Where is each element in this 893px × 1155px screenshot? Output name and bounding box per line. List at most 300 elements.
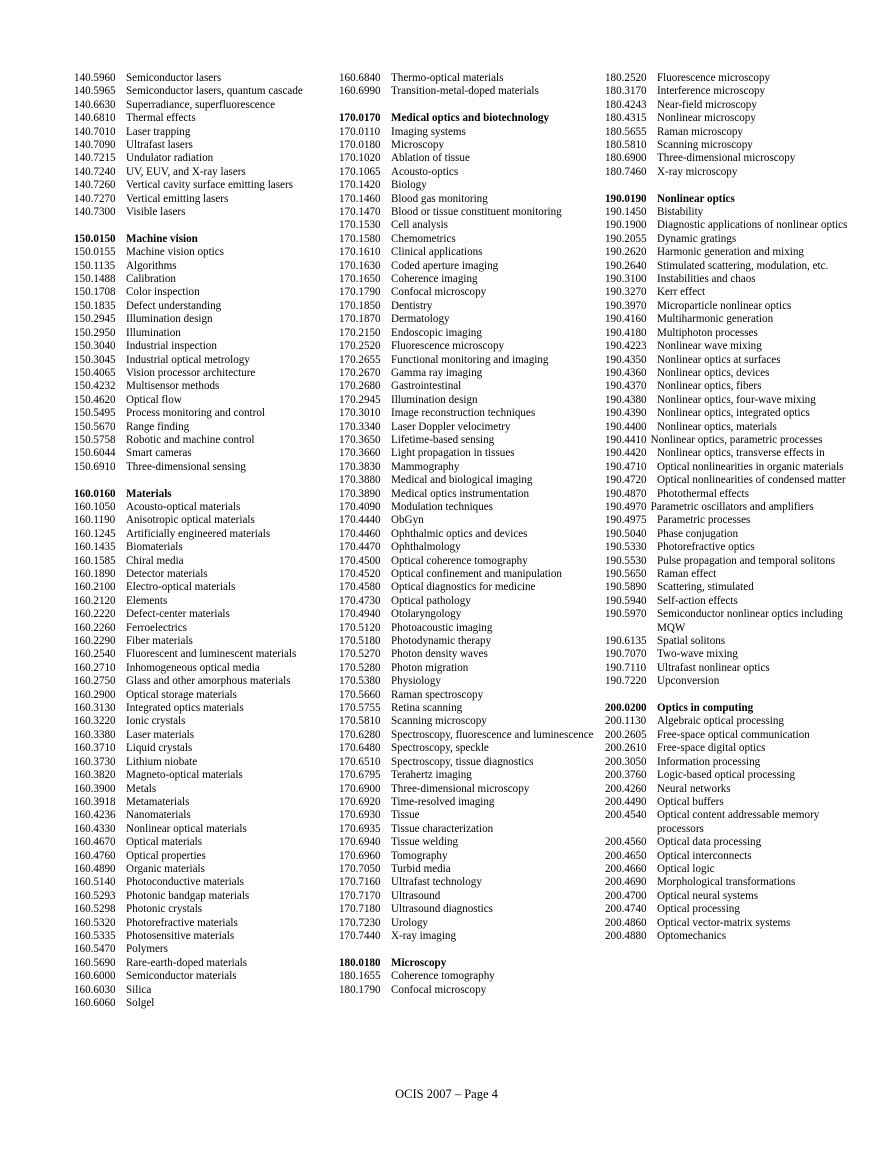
index-entry bbox=[74, 380, 336, 393]
index-entry bbox=[339, 675, 601, 688]
index-entry bbox=[339, 327, 601, 340]
entry-label: Fiber materials bbox=[126, 635, 193, 648]
entry-label: Instabilities and chaos bbox=[657, 273, 756, 286]
entry-label: Optical processing bbox=[657, 903, 740, 916]
entry-code: 190.4390 bbox=[605, 407, 647, 420]
entry-label: Thermal effects bbox=[126, 112, 196, 125]
index-entry bbox=[339, 984, 601, 997]
entry-code: 180.2520 bbox=[605, 72, 647, 84]
entry-code: 180.4243 bbox=[605, 98, 647, 111]
index-entry bbox=[74, 273, 336, 286]
entry-code: 200.4490 bbox=[605, 795, 647, 808]
entry-code: 190.5530 bbox=[605, 554, 647, 567]
index-entry bbox=[74, 930, 336, 943]
section-heading bbox=[74, 488, 336, 501]
index-entry bbox=[605, 917, 867, 930]
entry-label: Optical buffers bbox=[657, 795, 724, 808]
entry-label: Semiconductor lasers bbox=[126, 72, 222, 84]
entry-code: 150.3040 bbox=[74, 340, 116, 353]
entry-code: 170.2150 bbox=[339, 326, 381, 339]
entry-code: 140.6810 bbox=[74, 112, 116, 125]
index-entry bbox=[339, 796, 601, 809]
index-entry bbox=[74, 193, 336, 206]
entry-label: Ultrasound bbox=[391, 889, 441, 902]
entry-code: 150.1135 bbox=[74, 259, 116, 272]
entry-label: Vertical emitting lasers bbox=[126, 192, 229, 205]
entry-label: Medical and biological imaging bbox=[391, 474, 533, 487]
entry-code: 170.3650 bbox=[339, 433, 381, 446]
entry-label: Calibration bbox=[126, 273, 176, 286]
entry-code: 140.5960 bbox=[74, 72, 116, 84]
entry-code: 160.5335 bbox=[74, 929, 116, 942]
entry-label: Metals bbox=[126, 782, 157, 795]
entry-code: 190.1450 bbox=[605, 206, 647, 219]
entry-label: Acousto-optical materials bbox=[126, 500, 241, 513]
entry-label: Illumination bbox=[126, 326, 181, 339]
entry-code: 170.7160 bbox=[339, 876, 381, 889]
entry-label: Turbid media bbox=[391, 862, 451, 875]
entry-label: Optical nonlinearities in organic materials bbox=[657, 460, 844, 473]
entry-label: Optical neural systems bbox=[657, 889, 759, 902]
entry-code: 190.4975 bbox=[605, 514, 647, 527]
index-entry bbox=[605, 139, 867, 152]
entry-code: 170.1420 bbox=[339, 179, 381, 192]
index-entry bbox=[339, 890, 601, 903]
entry-code: 170.5270 bbox=[339, 648, 381, 661]
column-2 bbox=[339, 72, 601, 997]
entry-code: 170.1530 bbox=[339, 219, 381, 232]
index-entry bbox=[605, 769, 867, 782]
entry-code: 190.4223 bbox=[605, 340, 647, 353]
entry-code: 190.7220 bbox=[605, 675, 647, 688]
entry-code: 200.4690 bbox=[605, 876, 647, 889]
entry-code: 170.5120 bbox=[339, 621, 381, 634]
index-entry bbox=[74, 514, 336, 527]
entry-code: 170.4440 bbox=[339, 514, 381, 527]
entry-label: Phase conjugation bbox=[657, 527, 739, 540]
index-entry bbox=[605, 474, 867, 487]
entry-code: 140.6630 bbox=[74, 98, 116, 111]
entry-code: 160.5140 bbox=[74, 876, 116, 889]
entry-label: Mammography bbox=[391, 460, 460, 473]
entry-code: 160.1050 bbox=[74, 500, 116, 513]
entry-label: Nonlinear optics, materials bbox=[657, 420, 777, 433]
entry-code: 190.4410 bbox=[605, 433, 647, 446]
entry-code: 160.2290 bbox=[74, 635, 116, 648]
index-entry bbox=[605, 273, 867, 286]
entry-code: 170.6795 bbox=[339, 769, 381, 782]
entry-label: Lifetime-based sensing bbox=[391, 433, 495, 446]
page-footer: OCIS 2007 – Page 4 bbox=[395, 1087, 498, 1101]
entry-code: 160.0160 bbox=[74, 487, 116, 500]
entry-label: Gastrointestinal bbox=[391, 380, 462, 393]
index-entry bbox=[74, 648, 336, 661]
entry-label: Blood or tissue constituent monitoring bbox=[391, 206, 562, 219]
index-entry bbox=[605, 608, 867, 635]
entry-code: 170.1790 bbox=[339, 286, 381, 299]
index-entry bbox=[605, 635, 867, 648]
entry-code: 160.6060 bbox=[74, 997, 116, 1009]
index-entry bbox=[339, 474, 601, 487]
entry-code: 160.6000 bbox=[74, 970, 116, 983]
index-entry bbox=[74, 85, 336, 98]
entry-label: Organic materials bbox=[126, 862, 205, 875]
entry-label: Illumination design bbox=[126, 313, 213, 326]
entry-code: 170.1850 bbox=[339, 299, 381, 312]
index-entry bbox=[74, 917, 336, 930]
entry-code: 170.1870 bbox=[339, 313, 381, 326]
entry-code: 180.5810 bbox=[605, 139, 647, 152]
entry-code: 180.1790 bbox=[339, 983, 381, 996]
entry-label: Nonlinear optics, devices bbox=[657, 366, 770, 379]
entry-label: Raman microscopy bbox=[657, 125, 743, 138]
index-entry bbox=[74, 675, 336, 688]
index-entry bbox=[605, 555, 867, 568]
entry-code: 160.5470 bbox=[74, 943, 116, 956]
entry-code: 160.1190 bbox=[74, 514, 116, 527]
entry-label: Confocal microscopy bbox=[391, 983, 487, 996]
index-entry bbox=[605, 541, 867, 554]
index-entry bbox=[605, 340, 867, 353]
index-entry bbox=[74, 729, 336, 742]
entry-code: 170.2655 bbox=[339, 353, 381, 366]
entry-label: Dermatology bbox=[391, 313, 450, 326]
entry-code: 170.4500 bbox=[339, 554, 381, 567]
index-entry bbox=[74, 635, 336, 648]
entry-label: Robotic and machine control bbox=[126, 433, 255, 446]
entry-code: 170.3010 bbox=[339, 407, 381, 420]
entry-code: 200.4700 bbox=[605, 889, 647, 902]
entry-label: Image reconstruction techniques bbox=[391, 407, 536, 420]
index-entry bbox=[74, 407, 336, 420]
entry-label: Vision processor architecture bbox=[126, 366, 256, 379]
entry-code: 160.5298 bbox=[74, 903, 116, 916]
entry-label: X-ray microscopy bbox=[657, 165, 738, 178]
index-entry bbox=[74, 541, 336, 554]
index-entry bbox=[74, 354, 336, 367]
index-entry bbox=[339, 823, 601, 836]
index-entry bbox=[339, 635, 601, 648]
entry-label: Magneto-optical materials bbox=[126, 769, 243, 782]
entry-code: 170.2680 bbox=[339, 380, 381, 393]
entry-code: 190.4350 bbox=[605, 353, 647, 366]
entry-code: 160.6990 bbox=[339, 85, 381, 98]
entry-code: 170.7050 bbox=[339, 862, 381, 875]
entry-label: Blood gas monitoring bbox=[391, 192, 488, 205]
entry-code: 160.2540 bbox=[74, 648, 116, 661]
index-entry bbox=[605, 246, 867, 259]
index-entry bbox=[605, 715, 867, 728]
entry-code: 190.4970 bbox=[605, 500, 647, 513]
entry-code: 160.3900 bbox=[74, 782, 116, 795]
entry-code: 180.1655 bbox=[339, 970, 381, 983]
entry-code: 150.2945 bbox=[74, 313, 116, 326]
index-entry bbox=[339, 930, 601, 943]
entry-code: 170.6935 bbox=[339, 822, 381, 835]
index-entry bbox=[339, 756, 601, 769]
entry-code: 160.3730 bbox=[74, 755, 116, 768]
index-entry bbox=[339, 729, 601, 742]
index-entry bbox=[339, 193, 601, 206]
index-entry bbox=[339, 876, 601, 889]
entry-code: 170.4940 bbox=[339, 608, 381, 621]
entry-label: Biology bbox=[391, 179, 427, 192]
entry-label: Photoacoustic imaging bbox=[391, 621, 493, 634]
entry-label: Spectroscopy, speckle bbox=[391, 742, 489, 755]
index-entry bbox=[74, 112, 336, 125]
entry-code: 160.2260 bbox=[74, 621, 116, 634]
index-entry bbox=[605, 648, 867, 661]
index-entry bbox=[74, 836, 336, 849]
index-entry bbox=[605, 72, 867, 85]
index-entry bbox=[605, 930, 867, 943]
index-entry bbox=[339, 233, 601, 246]
entry-code: 150.4065 bbox=[74, 366, 116, 379]
index-entry bbox=[605, 809, 867, 836]
entry-label: Information processing bbox=[657, 755, 761, 768]
entry-label: Microscopy bbox=[391, 139, 444, 152]
index-entry bbox=[74, 984, 336, 997]
entry-label: Bistability bbox=[657, 206, 704, 219]
index-entry bbox=[74, 850, 336, 863]
index-entry bbox=[339, 581, 601, 594]
entry-label: Functional monitoring and imaging bbox=[391, 353, 549, 366]
index-entry bbox=[74, 434, 336, 447]
entry-label: Defect-center materials bbox=[126, 608, 230, 621]
entry-code: 160.3918 bbox=[74, 795, 116, 808]
entry-code: 150.4232 bbox=[74, 380, 116, 393]
entry-label: Materials bbox=[126, 487, 172, 500]
index-entry bbox=[605, 434, 867, 447]
entry-code: 170.3880 bbox=[339, 474, 381, 487]
entry-label: Chiral media bbox=[126, 554, 184, 567]
index-entry bbox=[605, 662, 867, 675]
entry-label: Color inspection bbox=[126, 286, 200, 299]
entry-code: 170.4730 bbox=[339, 594, 381, 607]
entry-code: 170.4520 bbox=[339, 568, 381, 581]
entry-label: Superradiance, superfluorescence bbox=[126, 98, 276, 111]
entry-code: 190.6135 bbox=[605, 635, 647, 648]
entry-code: 150.6044 bbox=[74, 447, 116, 460]
entry-label: Dynamic gratings bbox=[657, 232, 737, 245]
entry-label: Neural networks bbox=[657, 782, 731, 795]
entry-label: Spectroscopy, tissue diagnostics bbox=[391, 755, 534, 768]
index-entry bbox=[339, 354, 601, 367]
index-entry bbox=[74, 957, 336, 970]
entry-code: 170.5180 bbox=[339, 635, 381, 648]
index-entry bbox=[74, 461, 336, 474]
entry-code: 160.5293 bbox=[74, 889, 116, 902]
section-heading bbox=[339, 112, 601, 125]
entry-label: Photonic crystals bbox=[126, 903, 203, 916]
index-entry bbox=[74, 152, 336, 165]
index-entry bbox=[339, 809, 601, 822]
entry-label: Photorefractive optics bbox=[657, 541, 755, 554]
entry-code: 170.3340 bbox=[339, 420, 381, 433]
entry-code: 150.1708 bbox=[74, 286, 116, 299]
index-entry bbox=[339, 917, 601, 930]
entry-label: Ionic crystals bbox=[126, 715, 186, 728]
index-entry bbox=[339, 769, 601, 782]
index-entry bbox=[339, 394, 601, 407]
entry-label: Optical vector-matrix systems bbox=[657, 916, 791, 929]
entry-code: 160.4760 bbox=[74, 849, 116, 862]
entry-code: 140.7240 bbox=[74, 165, 116, 178]
entry-label: ObGyn bbox=[391, 514, 424, 527]
entry-label: Microparticle nonlinear optics bbox=[657, 299, 792, 312]
entry-label: Kerr effect bbox=[657, 286, 706, 299]
entry-code: 170.6930 bbox=[339, 809, 381, 822]
entry-label: Pulse propagation and temporal solitons bbox=[657, 554, 836, 567]
entry-code: 190.2620 bbox=[605, 246, 647, 259]
entry-label: Photodynamic therapy bbox=[391, 635, 492, 648]
entry-code: 180.4315 bbox=[605, 112, 647, 125]
entry-label: Process monitoring and control bbox=[126, 407, 265, 420]
entry-label: Two-wave mixing bbox=[657, 648, 738, 661]
entry-label: Nanomaterials bbox=[126, 809, 191, 822]
index-entry bbox=[605, 863, 867, 876]
index-entry bbox=[74, 595, 336, 608]
index-entry bbox=[339, 260, 601, 273]
entry-code: 170.4460 bbox=[339, 527, 381, 540]
index-entry bbox=[74, 166, 336, 179]
entry-code: 140.7300 bbox=[74, 206, 116, 219]
entry-code: 160.4670 bbox=[74, 836, 116, 849]
entry-label: Coherence imaging bbox=[391, 273, 478, 286]
entry-label: UV, EUV, and X-ray lasers bbox=[126, 165, 246, 178]
index-entry bbox=[605, 447, 867, 460]
entry-label: Lithium niobate bbox=[126, 755, 198, 768]
entry-label: Cell analysis bbox=[391, 219, 449, 232]
entry-label: Laser Doppler velocimetry bbox=[391, 420, 511, 433]
entry-code: 170.5380 bbox=[339, 675, 381, 688]
entry-label: Otolaryngology bbox=[391, 608, 462, 621]
entry-label: Light propagation in tissues bbox=[391, 447, 515, 460]
index-entry bbox=[339, 166, 601, 179]
entry-code: 170.1610 bbox=[339, 246, 381, 259]
index-entry bbox=[605, 501, 867, 514]
entry-code: 160.2220 bbox=[74, 608, 116, 621]
entry-label: Multiphoton processes bbox=[657, 326, 758, 339]
entry-label: Stimulated scattering, modulation, etc. bbox=[657, 259, 829, 272]
entry-label: Thermo-optical materials bbox=[391, 72, 504, 84]
entry-label: Undulator radiation bbox=[126, 152, 214, 165]
entry-code: 200.4880 bbox=[605, 929, 647, 942]
index-entry bbox=[339, 501, 601, 514]
entry-label: Solgel bbox=[126, 997, 155, 1009]
index-entry bbox=[74, 313, 336, 326]
index-entry bbox=[339, 514, 601, 527]
index-entry bbox=[74, 796, 336, 809]
entry-label: Ultrasound diagnostics bbox=[391, 903, 493, 916]
index-entry bbox=[605, 219, 867, 232]
index-entry bbox=[339, 783, 601, 796]
entry-code: 190.4420 bbox=[605, 447, 647, 460]
entry-label: Optical flow bbox=[126, 393, 182, 406]
entry-label: Optical properties bbox=[126, 849, 206, 862]
entry-code: 170.2520 bbox=[339, 340, 381, 353]
index-entry bbox=[339, 715, 601, 728]
index-entry bbox=[339, 461, 601, 474]
entry-code: 190.4160 bbox=[605, 313, 647, 326]
entry-code: 170.7440 bbox=[339, 929, 381, 942]
entry-label: Optical confinement and manipulation bbox=[391, 568, 562, 581]
entry-code: 170.2670 bbox=[339, 366, 381, 379]
entry-label: Photon density waves bbox=[391, 648, 488, 661]
entry-label: Tomography bbox=[391, 849, 448, 862]
entry-code: 150.0155 bbox=[74, 246, 116, 259]
index-entry bbox=[605, 286, 867, 299]
entry-code: 200.4540 bbox=[605, 809, 647, 822]
entry-label: Nonlinear optics, parametric processes bbox=[650, 433, 823, 446]
entry-label: Medical optics instrumentation bbox=[391, 487, 530, 500]
index-entry bbox=[605, 99, 867, 112]
index-entry bbox=[74, 876, 336, 889]
entry-code: 200.4860 bbox=[605, 916, 647, 929]
index-entry bbox=[605, 300, 867, 313]
index-entry bbox=[74, 997, 336, 1010]
entry-code: 160.4890 bbox=[74, 862, 116, 875]
entry-label: Semiconductor nonlinear optics including MQW bbox=[657, 608, 843, 634]
entry-code: 160.3820 bbox=[74, 769, 116, 782]
entry-code: 170.1470 bbox=[339, 206, 381, 219]
entry-label: Nonlinear optics, fibers bbox=[657, 380, 762, 393]
entry-label: Morphological transformations bbox=[657, 876, 796, 889]
entry-code: 140.7270 bbox=[74, 192, 116, 205]
index-entry bbox=[339, 608, 601, 621]
entry-label: Smart cameras bbox=[126, 447, 192, 460]
entry-code: 170.2945 bbox=[339, 393, 381, 406]
column-1 bbox=[74, 72, 336, 1010]
index-entry bbox=[605, 394, 867, 407]
entry-code: 150.5495 bbox=[74, 407, 116, 420]
entry-code: 140.7010 bbox=[74, 125, 116, 138]
index-entry bbox=[74, 501, 336, 514]
index-entry bbox=[74, 943, 336, 956]
entry-code: 170.3660 bbox=[339, 447, 381, 460]
index-entry bbox=[339, 246, 601, 259]
index-entry bbox=[74, 783, 336, 796]
entry-label: Defect understanding bbox=[126, 299, 222, 312]
entry-label: Endoscopic imaging bbox=[391, 326, 482, 339]
entry-label: Self-action effects bbox=[657, 594, 738, 607]
index-entry bbox=[605, 850, 867, 863]
index-entry bbox=[605, 407, 867, 420]
entry-code: 190.4360 bbox=[605, 366, 647, 379]
entry-code: 190.3970 bbox=[605, 299, 647, 312]
entry-code: 170.6900 bbox=[339, 782, 381, 795]
index-entry bbox=[74, 447, 336, 460]
index-entry bbox=[74, 823, 336, 836]
entry-label: Harmonic generation and mixing bbox=[657, 246, 804, 259]
index-entry bbox=[74, 970, 336, 983]
entry-code: 140.7090 bbox=[74, 139, 116, 152]
entry-code: 190.1900 bbox=[605, 219, 647, 232]
entry-label: Multiharmonic generation bbox=[657, 313, 774, 326]
entry-label: Nonlinear optics, integrated optics bbox=[657, 407, 810, 420]
index-entry bbox=[605, 876, 867, 889]
entry-label: Industrial optical metrology bbox=[126, 353, 250, 366]
entry-label: Scattering, stimulated bbox=[657, 581, 754, 594]
entry-label: Optical logic bbox=[657, 862, 715, 875]
column-3 bbox=[605, 72, 867, 943]
index-entry bbox=[339, 340, 601, 353]
entry-code: 200.4560 bbox=[605, 836, 647, 849]
entry-code: 170.5660 bbox=[339, 688, 381, 701]
entry-code: 200.4260 bbox=[605, 782, 647, 795]
index-entry bbox=[339, 286, 601, 299]
entry-label: Photothermal effects bbox=[657, 487, 749, 500]
